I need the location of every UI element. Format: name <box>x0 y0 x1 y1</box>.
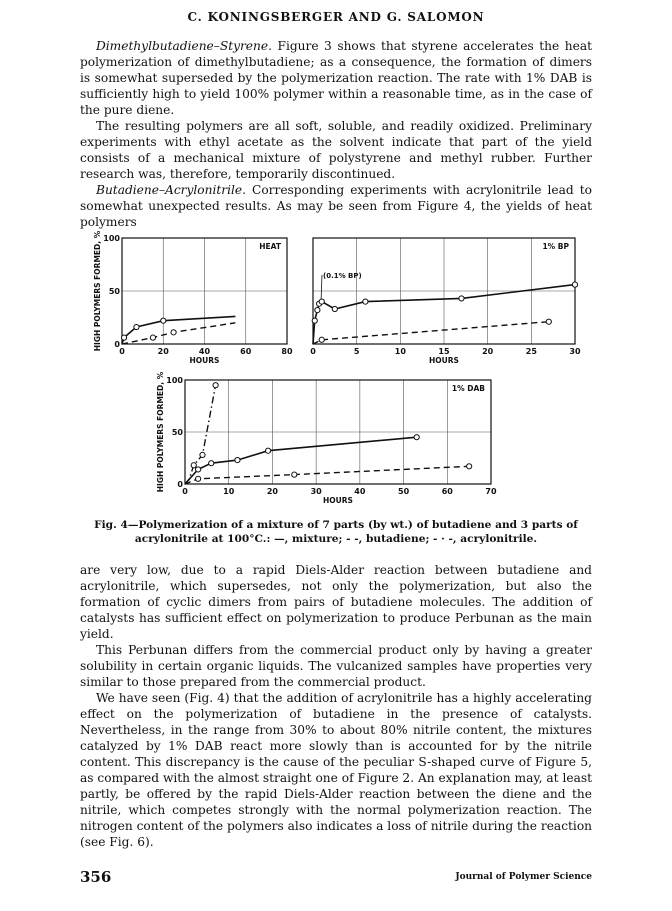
x-axis-label: HOURS <box>429 356 459 365</box>
x-tick-label: 0 <box>310 347 316 356</box>
panel-label: 1% DAB <box>451 384 485 393</box>
data-point <box>467 464 472 469</box>
annotation-pointer <box>321 275 322 302</box>
x-tick-label: 50 <box>398 487 410 496</box>
data-point <box>315 307 320 312</box>
annotation-label: (0.1% BP) <box>323 272 362 280</box>
data-point <box>121 335 126 340</box>
x-axis-label: HOURS <box>323 496 353 505</box>
data-point <box>546 319 551 324</box>
x-tick-label: 10 <box>394 347 406 356</box>
y-tick-label: 100 <box>103 234 120 243</box>
data-point <box>196 467 201 472</box>
paragraph <box>80 642 592 690</box>
paragraph-text: Corresponding experiments with acrylonitrile lead to somewhat unexpected results. As may be seen from Figure 4, the yields of heat polymers <box>80 183 592 229</box>
x-tick-label: 40 <box>198 347 211 356</box>
paragraph <box>80 118 592 182</box>
caption-prefix: Fig. 4— <box>94 519 139 531</box>
series-line-solid <box>185 437 417 484</box>
paragraph-text: are very low, due to a rapid Diels-Alder reaction between butadiene and acrylonitrile, which supersedes, not only the polymerization, but also the formation of cyclic dimers from pairs of butadiene molecules. The addition of catalysts has sufficient effect on polymerization to produce Perbunan as the main yield. <box>80 563 592 641</box>
x-tick-label: 30 <box>310 487 322 496</box>
paragraph <box>80 690 592 850</box>
x-tick-label: 10 <box>223 487 235 496</box>
caption-text: Polymerization of a mixture of 7 parts (by wt.) of butadiene and 3 parts of acrylonitrile at 100°C.: —, mixture; - -, butadiene; - · -, acrylonitrile. <box>134 519 578 545</box>
data-point <box>134 324 139 329</box>
data-point <box>319 337 324 342</box>
x-tick-label: 20 <box>157 347 169 356</box>
data-point <box>414 435 419 440</box>
y-tick-label: 50 <box>171 428 183 437</box>
x-tick-label: 0 <box>182 487 188 496</box>
body-text-bottom <box>80 562 592 850</box>
data-point <box>319 299 324 304</box>
x-tick-label: 30 <box>569 347 581 356</box>
figure-4 <box>70 226 610 526</box>
data-point <box>459 296 464 301</box>
running-header: C. KONINGSBERGER AND G. SALOMON <box>187 10 485 24</box>
page-number: 356 <box>80 868 112 886</box>
x-axis-label: HOURS <box>189 356 220 365</box>
x-tick-label: 80 <box>281 347 293 356</box>
x-tick-label: 40 <box>354 487 366 496</box>
x-tick-label: 15 <box>438 347 450 356</box>
body-text-top <box>80 38 592 230</box>
y-axis-label: HIGH POLYMERS FORMED, % <box>156 371 165 493</box>
x-tick-label: 20 <box>482 347 494 356</box>
y-tick-label: 0 <box>114 340 120 349</box>
data-point <box>363 299 368 304</box>
data-point <box>312 318 317 323</box>
x-tick-label: 5 <box>353 347 360 356</box>
figure-4-charts <box>70 226 610 516</box>
data-point <box>265 448 270 453</box>
x-tick-label: 25 <box>525 347 537 356</box>
y-axis-label: HIGH POLYMERS FORMED, % <box>93 230 102 352</box>
data-point <box>209 461 214 466</box>
data-point <box>150 335 155 340</box>
x-tick-label: 60 <box>240 347 252 356</box>
paragraph-text: We have seen (Fig. 4) that the addition of acrylonitrile has a highly accelerating effect on the polymerization of butadiene in the presence of catalysts. Nevertheless, in the range from 30% to about 80% nitrile content, the mixtures catalyzed by 1% DAB react more slowly than is accounted for by the nitrile content. This discrepancy is the cause of the peculiar S-shaped curve of Figure 5, as compared with the almost straight one of Figure 2. An explanation may, at least partly, be offered by the rapid Diels-Alder reaction between the diene and the nitrile, which competes strongly with the normal polymerization reaction. The nitrogen content of the polymers also indicates a loss of nitrile during the reaction (see Fig. 6). <box>80 691 592 849</box>
data-point <box>171 330 176 335</box>
paragraph <box>80 562 592 642</box>
paragraph <box>80 38 592 118</box>
section-run-in-heading: Butadiene–Acrylonitrile. <box>96 183 246 197</box>
paragraph <box>80 182 592 230</box>
journal-name: Journal of Polymer Science <box>455 872 592 882</box>
data-point <box>200 452 205 457</box>
section-run-in-heading: Dimethylbutadiene–Styrene. <box>96 39 272 53</box>
paragraph-text: The resulting polymers are all soft, soluble, and readily oxidized. Preliminary experiments with ethyl acetate as the solvent indicate that part of the yield consists of a mechanical mixture of polystyrene and methyl rubber. Further research was, therefore, temporarily discontinued. <box>80 119 592 181</box>
y-tick-label: 0 <box>177 480 183 489</box>
panel-label: 1% BP <box>542 242 569 251</box>
data-point <box>213 383 218 388</box>
data-point <box>332 306 337 311</box>
figure-caption <box>80 518 592 546</box>
series-line-dashed <box>313 322 549 344</box>
y-tick-label: 100 <box>166 376 183 385</box>
data-point <box>191 463 196 468</box>
data-point <box>572 282 577 287</box>
series-line-dashed <box>185 466 469 484</box>
series-line-solid <box>122 316 235 344</box>
data-point <box>235 457 240 462</box>
panel-label: HEAT <box>259 242 281 251</box>
paragraph-text: Figure 3 shows that styrene accelerates the heat polymerization of dimethylbutadiene; as a consequence, the formation of dimers is somewhat superseded by the polymerization reaction. The rate with 1% DAB is sufficiently high to yield 100% polymer within a reasonable time, as in the case of the pure diene. <box>80 39 592 117</box>
x-tick-label: 20 <box>266 487 278 496</box>
y-tick-label: 50 <box>108 287 120 296</box>
data-point <box>161 318 166 323</box>
x-tick-label: 60 <box>441 487 453 496</box>
x-tick-label: 0 <box>119 347 125 356</box>
paragraph-text: This Perbunan differs from the commercial product only by having a greater solubility in certain organic liquids. The vulcanized samples have properties very similar to those prepared from the commercial product. <box>80 643 592 689</box>
data-point <box>196 476 201 481</box>
x-tick-label: 70 <box>485 487 497 496</box>
data-point <box>292 472 297 477</box>
